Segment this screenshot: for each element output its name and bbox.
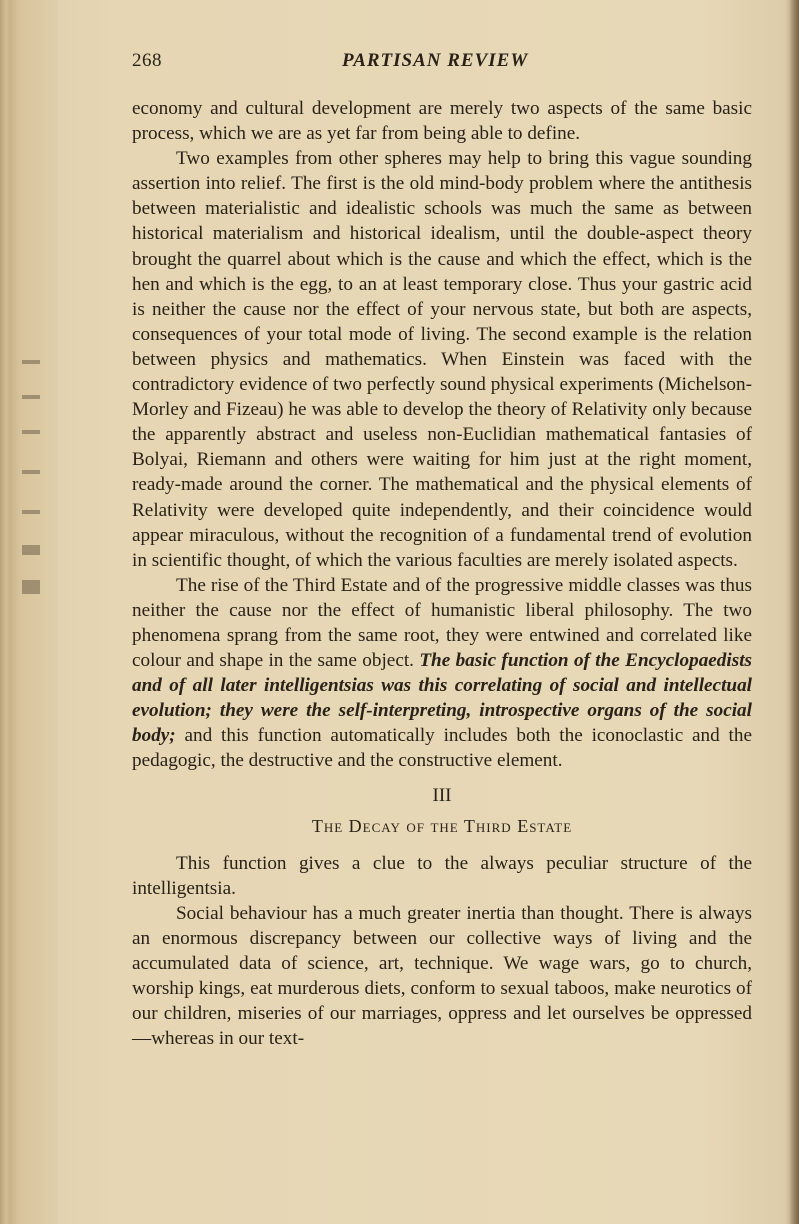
page-header [132,50,750,78]
page-edge-shadow [789,0,799,1224]
paragraph-3-text-b: and this function automatically includes both the iconoclastic and the pedagogic, the destructive and the constructive element. [132,725,752,772]
body-text [132,96,752,1051]
paragraph-2: Two examples from other spheres may help to bring this vague sounding assertion into relief. The first is the old mind-body problem where the antithesis between materialistic and idealistic schools was much the same as between historical materialism and historical idealism, until the double-aspect theory brought the quarrel about which is the cause and which the effect, which is the hen and which is the egg, to an at least temporary close. Thus your gastric acid is neither the cause nor the effect of your nervous state, but both are aspects, consequences of your total mode of living. The second example is the relation between physics and mathematics. When Einstein was faced with the contradictory evidence of two perfectly sound physical experiments (Michelson-Morley and Fizeau) he was able to develop the theory of Relativity only because the apparently abstract and useless non-Euclidian mathematical fantasies of Bolyai, Riemann and others were waiting for him just at the right moment, ready-made around the corner. The mathematical and the physical elements of Relativity were developed quite independently, and their coincidence would appear miraculous, without the recognition of a fundamental trend of evolution in scientific thought, of which the various faculties are merely isolated aspects. [132,148,752,571]
gutter-mark [22,580,40,594]
paragraph-5: Social behaviour has a much greater inertia than thought. There is always an enormous discrepancy between our collective ways of living and the accumulated data of science, art, technique. We wage wars, go to church, worship kings, eat murderous diets, conform to sexual taboos, make neurotics of our children, miseries of our marriages, oppress and let ourselves be oppressed—whereas in our text- [132,902,752,1050]
paragraph-3-text-a: The rise of the Third Estate and of the progressive middle classes was thus neither the cause nor the effect of humanistic liberal philosophy. The two phenomena sprang from the same root, they were entwined and correlated like colour and shape in the same object. [132,574,752,672]
paragraph-1: economy and cultural development are merely two aspects of the same basic process, which we are as yet far from being able to define. [132,98,752,145]
section-number: III [432,784,452,806]
paragraph-3 [132,573,752,774]
gutter-mark [22,395,40,399]
gutter-mark [22,360,40,364]
gutter-mark [22,470,40,474]
gutter-mark [22,510,40,514]
paragraph-4: This function gives a clue to the always peculiar structure of the intelligentsia. [132,852,752,899]
running-head: PARTISAN REVIEW [342,50,529,71]
page-number: 268 [132,50,162,71]
gutter-mark [22,430,40,434]
gutter-mark [22,545,40,555]
binding-gutter [0,0,58,1224]
paragraph-3-emphasis: The basic function of the Encyclopaedists and of all later intelligentsias was this correlating of social and intellectual evolution; they were the self-interpreting, introspective organs of the social body; [132,650,752,747]
section-title: The Decay of the Third Estate [311,815,573,836]
